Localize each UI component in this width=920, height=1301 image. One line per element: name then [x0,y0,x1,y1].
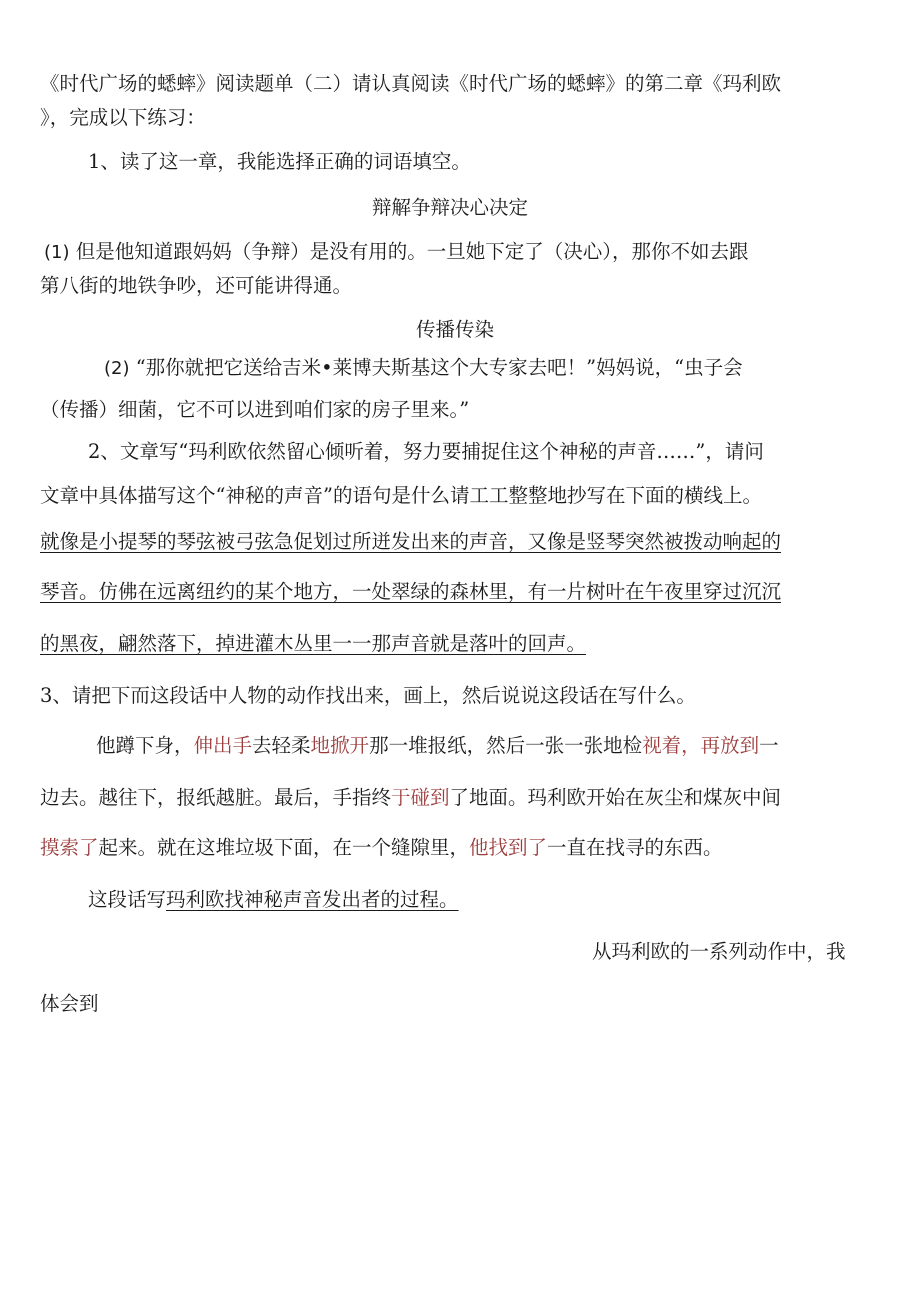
q3-passage-line-3 [40,836,723,860]
q1-sentence-2-line-2: （传播）细菌，它不可以进到咱们家的房子里来。” [40,398,470,421]
q1-heading: 1、读了这一章，我能选择正确的词语填空。 [88,150,471,173]
q3-passage-text: 了地面。玛利欧开始在灰尘和煤灰中间 [449,786,782,809]
intro-line-1: 《时代广场的蟋蟀》阅读题单（二）请认真阅读《时代广场的蟋蟀》的第二章《玛利欧 [40,72,782,95]
q1-sentence-1-line-2: 第八街的地铁争吵，还可能讲得通。 [40,274,353,297]
q1-sentence-2-line-1 [104,356,743,381]
q3-action-marked: 于碰到 [391,786,450,809]
q3-action-marked: 视着，再放到 [642,734,760,757]
q1-sentence-1-text: 但是他知道跟妈妈（争辩）是没有用的。一旦她下定了（决心），那你不如去跟 [75,240,749,263]
q3-passage-text: 那一堆报纸，然后一张一张地检 [369,734,643,757]
q3-summary [88,888,459,912]
q3-passage-text: 边去。越往下，报纸越脏。最后，手指终 [40,786,392,809]
q3-action-marked: 地掀开 [310,734,370,757]
q3-heading: 3、请把下而这段话中人物的动作找出来，画上，然后说说这段话在写什么。 [40,684,696,707]
q2-answer-line-3: 的黑夜，翩然落下，掉进灌木丛里一一那声音就是落叶的回声。 [40,632,587,655]
q3-summary-answer: 玛利欧找神秘声音发出者的过程。 [166,888,459,911]
q3-passage-text: 一直在找寻的东西。 [547,836,723,859]
q3-passage-text: 起来。就在这堆垃圾下面，在一个缝隙里， [98,836,470,859]
intro-line-2: 》，完成以下练习： [40,106,206,129]
q3-summary-prefix: 这段话写 [88,888,167,911]
q3-action-marked: 他找到了 [469,836,548,859]
q2-answer-line-2: 琴音。仿佛在远离纽约的某个地方，一处翠绿的森林里，有一片树叶在午夜里穿过沉沉 [40,580,782,603]
q2-line-2: 文章中具体描写这个“神秘的声音”的语句是什么请工工整整地抄写在下面的横线上。 [40,484,762,507]
q3-action-marked: 摸索了 [40,836,99,859]
q2-answer-line-1: 就像是小提琴的琴弦被弓弦急促划过所迸发出来的声音，又像是竖琴突然被拨动响起的 [40,530,782,553]
q1-sentence-1-number: (1) [44,242,70,263]
q3-passage-text: 一 [759,734,779,757]
q1-word-bank-1: 辩解争辩决心决定 [372,196,529,219]
q3-passage-text: 去轻柔 [252,734,311,757]
q2-line-1: 2、文章写“玛利欧依然留心倾听着，努力要捕捉住这个神秘的声音……”，请问 [88,440,764,463]
q1-sentence-1-line-1 [44,240,748,265]
q1-sentence-2-text: “那你就把它送给吉米•莱博夫斯基这个大专家去吧！”妈妈说，“虫子会 [135,356,743,379]
q1-word-bank-2: 传播传染 [416,318,495,341]
q3-passage-line-1 [96,734,779,758]
q3-passage-text: 他蹲下身， [96,734,194,757]
q3-reflect-line-2: 体会到 [40,992,99,1015]
q3-action-marked: 伸出手 [193,734,253,757]
q1-sentence-2-number: (2) [104,358,130,379]
q3-reflect-line-1: 从玛利欧的一系列动作中，我 [592,940,846,963]
q3-passage-line-2 [40,786,781,810]
